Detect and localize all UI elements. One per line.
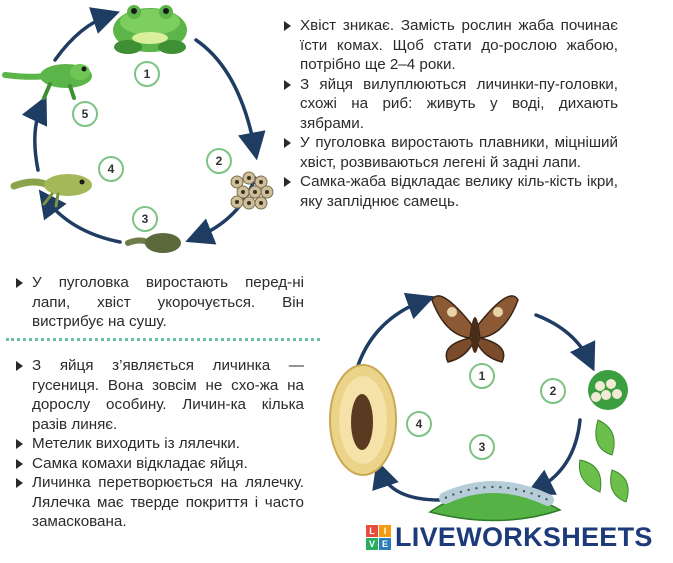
list-item (282, 75, 618, 134)
pupa-image (330, 365, 396, 475)
list-item (14, 434, 304, 454)
logo-letter-i: I (379, 525, 391, 537)
tadpole-image (128, 233, 181, 253)
insect-step-1-badge: 1 (469, 363, 495, 389)
caterpillar-image (430, 487, 560, 521)
list-item (14, 356, 304, 434)
list-item-text: З яйця з’являється личинка — гусениця. Вона зовсім не схо-жа на дорослу особину. Личин-ка кілька разів линяє. (32, 357, 304, 433)
list-item-text: Метелик виходить із лялечки. (32, 435, 240, 452)
list-item-text: Самка-жаба відкладає велику кіль-кість ікри, яку запліднює самець. (300, 173, 618, 210)
bullet-triangle-icon (16, 439, 23, 449)
list-item (14, 473, 304, 532)
list-item (282, 172, 618, 211)
moth-image (432, 296, 518, 362)
bullet-triangle-icon (284, 177, 291, 187)
insect-description-list (14, 356, 304, 532)
bullet-triangle-icon (284, 138, 291, 148)
frog-extra-list (14, 273, 304, 332)
list-item-text: Хвіст зникає. Замість рослин жаба починає їсти комах. Щоб стати до-рослою жабою, потрібно ще 2–4 роки. (300, 17, 618, 73)
frog-description-list (282, 16, 618, 211)
list-item (14, 273, 304, 332)
list-item-text: Самка комахи відкладає яйця. (32, 454, 248, 472)
liveworksheets-logo (366, 522, 653, 552)
insect-step-2-badge: 2 (540, 378, 566, 404)
leaves-image (579, 420, 628, 502)
list-item (282, 133, 618, 172)
frog-step-1-badge: 1 (134, 61, 160, 87)
frog-step-4-badge: 4 (98, 156, 124, 182)
logo-letter-e: E (379, 538, 391, 550)
tadpole-with-legs-image (14, 174, 92, 206)
list-item-text: У пуголовка виростають перед-ні лапи, хвіст укорочується. Він вистрибує на сушу. (32, 274, 304, 330)
insect-step-3-badge: 3 (469, 434, 495, 460)
list-item-text: У пуголовка виростають плавники, міцніший хвіст, розвиваються легені й задні лапи. (300, 134, 618, 171)
logo-letter-l: L (366, 525, 378, 537)
list-item (282, 16, 618, 75)
bullet-triangle-icon (16, 361, 23, 371)
frog-step-5-badge: 5 (72, 101, 98, 127)
insect-step-4-badge: 4 (406, 411, 432, 437)
list-item-text: З яйця вилуплюються личинки-пу-головки, схожі на риб: живуть у воді, дихають зябрами. (300, 75, 618, 132)
bullet-triangle-icon (16, 278, 23, 288)
logo-wordmark: LIVEWORKSHEETS (395, 521, 653, 552)
insect-eggs-image (588, 370, 628, 410)
section-divider (6, 338, 320, 341)
bullet-triangle-icon (284, 21, 291, 31)
list-item (14, 454, 304, 474)
list-item-text: Личинка перетворюється на лялечку. Лялечка має тверде покриття і часто замаскована. (32, 474, 304, 530)
adult-frog-image (113, 5, 187, 54)
logo-live-boxes (366, 525, 391, 550)
frog-step-3-badge: 3 (132, 206, 158, 232)
bullet-triangle-icon (16, 459, 23, 469)
frog-step-2-badge: 2 (206, 148, 232, 174)
bullet-triangle-icon (16, 478, 23, 488)
logo-letter-v: V (366, 538, 378, 550)
bullet-triangle-icon (284, 80, 291, 90)
froglet-image (5, 64, 92, 98)
